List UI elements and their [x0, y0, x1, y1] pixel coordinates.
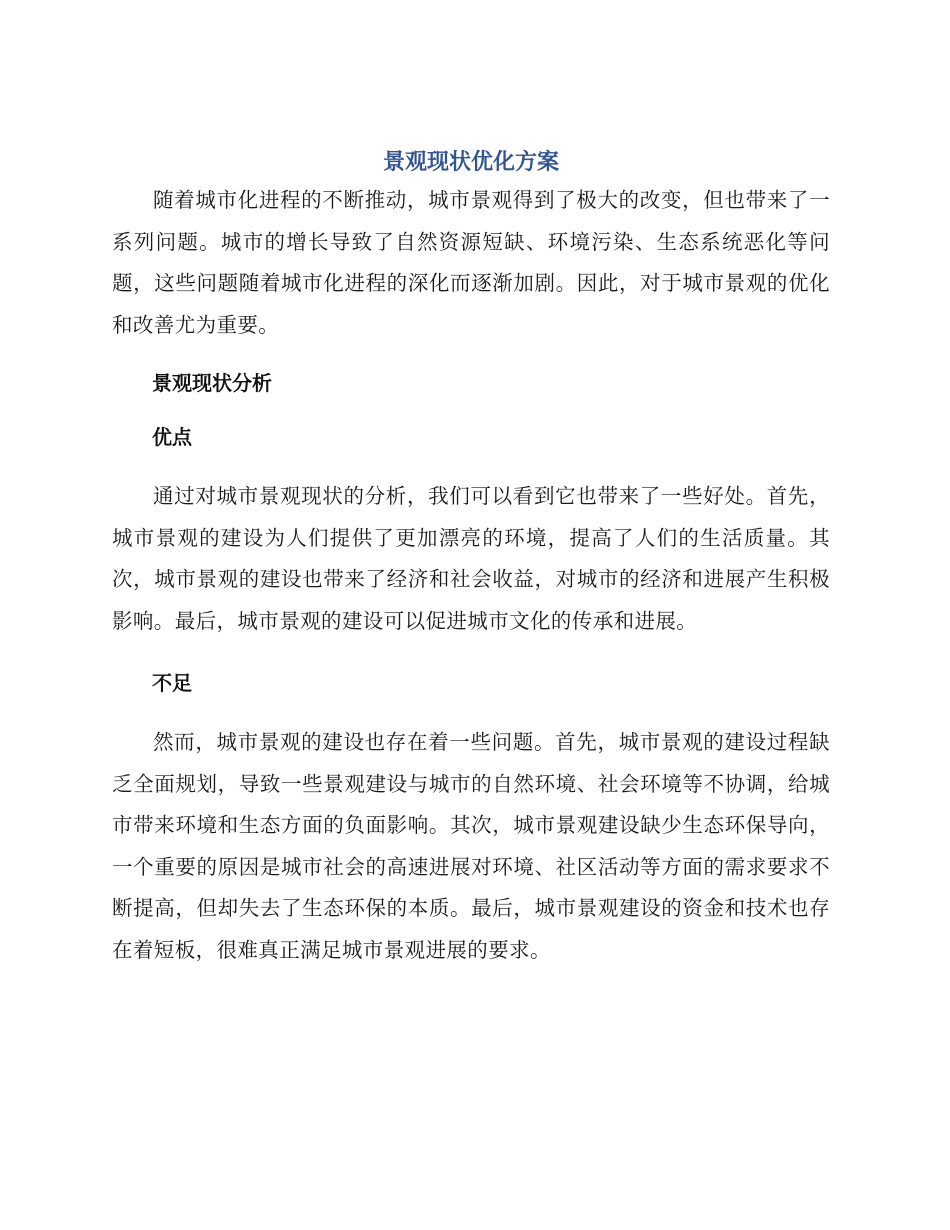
cons-paragraph: 然而，城市景观的建设也存在着一些问题。首先，城市景观的建设过程缺乏全面规划，导致一些景观建设与城市的自然环境、社会环境等不协调，给城市带来环境和生态方面的负面影响。其次，城市景观建设缺少生态环保导向，一个重要的原因是城市社会的高速进展对环境、社区活动等方面的需求要求不断提高，但却失去了生态环保的本质。最后，城市景观建设的资金和技术也存在着短板，很难真正满足城市景观进展的要求。: [112, 730, 830, 962]
document-title: 景观现状优化方案: [382, 150, 559, 175]
cons-heading: 不足: [152, 671, 192, 695]
pros-heading: 优点: [152, 425, 192, 449]
intro-paragraph: 随着城市化进程的不断推动，城市景观得到了极大的改变，但也带来了一系列问题。城市的增长导致了自然资源短缺、环境污染、生态系统恶化等问题，这些问题随着城市化进程的深化而逐渐加剧。因此，对于城市景观的优化和改善尤为重要。: [112, 188, 830, 337]
analysis-heading: 景观现状分析: [152, 371, 272, 395]
pros-paragraph: 通过对城市景观现状的分析，我们可以看到它也带来了一些好处。首先，城市景观的建设为人们提供了更加漂亮的环境，提高了人们的生活质量。其次，城市景观的建设也带来了经济和社会收益，对城市的经济和进展产生积极影响。最后，城市景观的建设可以促进城市文化的传承和进展。: [112, 484, 830, 633]
document-page: [112, 146, 830, 971]
